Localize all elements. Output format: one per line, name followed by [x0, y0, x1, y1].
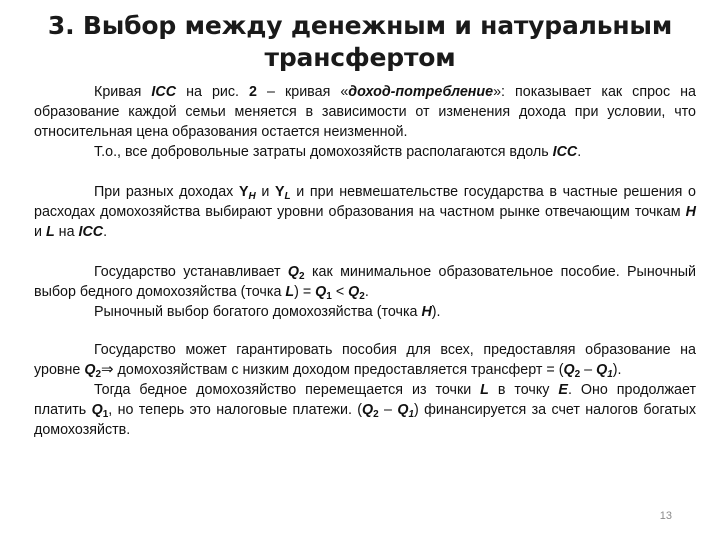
- paragraph-poor-household-move: Тогда бедное домохозяйство перемещается из точки L в точку E. Оно продолжает платить $Q_1$, но теперь это налоговые платежи. $(Q_2 - Q_1)$ финансируется за счет налогов богатых домохозяйств.: [34, 382, 696, 438]
- paragraph-income-levels: При разных доходах $Y_H$ и $Y_L$ и при невмешательстве государства в частные решения о расходах домохозяйства выбирают уровни образования на частном рынке отвечающим точкам H и L на ICC.: [34, 184, 696, 240]
- page-number: 13: [659, 510, 672, 522]
- paragraph-rich-household: Рыночный выбор богатого домохозяйства (точка H).: [94, 304, 441, 320]
- paragraph-guaranteed-allowance: Государство может гарантировать пособия для всех, предоставляя образование на уровне $Q_2\Rightarrow$ домохозяйствам с низким доходом предоставляется трансферт = $(Q_2 - Q_1)$.: [34, 342, 696, 380]
- slide-title: [0, 10, 720, 74]
- paragraph-minimum-allowance: Государство устанавливает $Q_2$ как минимальное образовательное пособие. Рыночный выбор бедного домохозяйства (точка $L) = Q_1 < Q_2$.: [34, 264, 696, 302]
- title-line-1: 3. Выбор между денежным и натуральным: [47, 11, 673, 40]
- title-line-2: трансфертом: [264, 43, 456, 72]
- paragraph-voluntary-spending: Т.о., все добровольные затраты домохозяйств располагаются вдоль ICC.: [94, 144, 582, 160]
- slide-body: [34, 82, 696, 440]
- implies-arrow-icon: ⇒: [101, 361, 114, 378]
- paragraph-icc-definition: Кривая ICC на рис. 2 – кривая «доход-потребление»: показывает как спрос на образование каждой семьи меняется в зависимости от изменения дохода при условии, что относительная цена образования остается неизменной.: [34, 84, 696, 140]
